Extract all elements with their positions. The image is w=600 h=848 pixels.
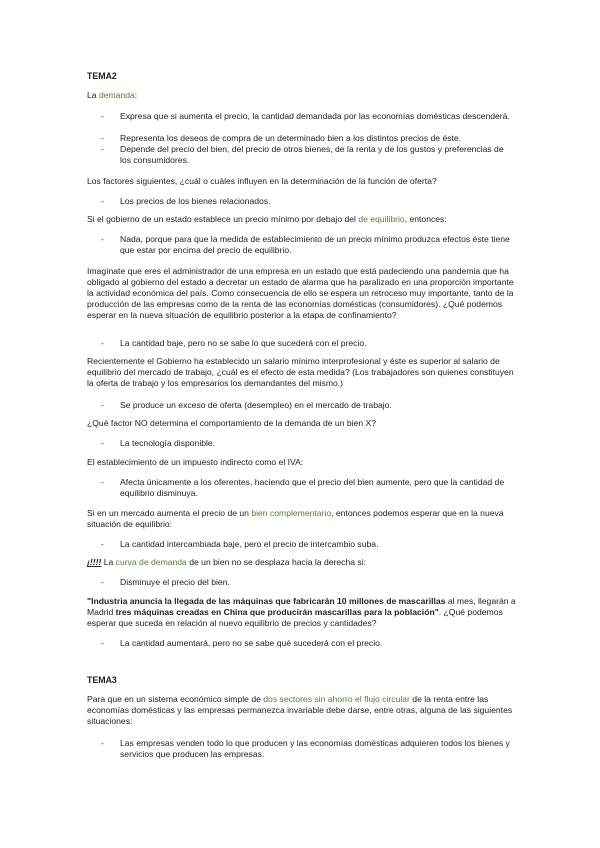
list-item: - Representa los deseos de compra de un determinado bien a los distintos precios de éste. <box>101 133 462 143</box>
list-item: - Los precios de los bienes relacionados. <box>101 196 271 206</box>
question-pandemia: Imagínate que eres el administrador de una empresa en un estado que está padeciendo una pandemia que ha obligado al gobierno del estado a decretar un estado de alarma que ha paralizado en una proporción importante la actividad económica del país. Como consecuencia de ello se espera un retroceso muy importante, tanto de la producción de las empresas como de la renta de las economías domésticas (consumidores). ¿Qué podemos esperar en la nueva situación de equilibrio posterior a la etapa de confinamiento? <box>87 266 514 321</box>
question-flujo-circular: Para que en un sistema económico simple de dos sectores sin ahorro el flujo circular de la renta entre las economías domésticas y las empresas permanezca invariable debe darse, entre otras, alguna de las siguientes situaciones: <box>87 694 513 727</box>
highlight-mark: ¡!!!! <box>87 557 102 567</box>
list-item: - La tecnología disponible. <box>101 438 216 448</box>
term-curva-demanda: curva de demanda <box>115 557 187 567</box>
term-demanda: demanda <box>98 90 135 100</box>
list-item: - La cantidad aumentará, pero no se sabe qué sucederá con el precio. <box>101 638 383 648</box>
list-item: - Nada, porque para que la medida de establecimiento de un precio mínimo produzca efectos éste tiene que estar por encima del precio de equilibrio. <box>101 234 510 256</box>
list-item: - La cantidad baje, pero no se sabe lo que sucederá con el precio. <box>101 338 367 348</box>
list-item: - Depende del precio del bien, del precio de otros bienes, de la renta y de los gustos y preferencias de los consumidores. <box>101 144 504 166</box>
question-demanda: La demanda: <box>87 90 138 100</box>
section-heading-tema3: TEMA3 <box>87 675 117 685</box>
term-equilibrio: de equilibrio <box>358 214 405 224</box>
question-mascarillas: "Industria anuncia la llegada de las máquinas que fabricarán 10 millones de mascarillas al mes, llegarán a Madrid tres máquinas creadas en China que producirán mascarillas para la población". ¿Qué podemos esperar que suceda en relación al nuevo equilibrio de precios y cantidades? <box>87 596 516 629</box>
question-iva: El establecimiento de un impuesto indirecto como el IVA: <box>87 457 304 467</box>
term-bien-complementario: bien complementario <box>251 508 332 518</box>
question-factor: ¿Qué factor NO determina el comportamiento de la demanda de un bien X? <box>87 418 377 428</box>
section-heading-tema2: TEMA2 <box>87 71 117 81</box>
question-complementario: Si en un mercado aumenta el precio de un bien complementario, entonces podemos esperar que en la nueva situación de equilibrio: <box>87 508 504 530</box>
question-oferta: Los factores siguientes, ¿cuál o cuáles influyen en la determinación de la función de oferta? <box>87 176 437 186</box>
list-item: - Afecta únicamente a los oferentes, haciendo que el precio del bien aumente, pero que la cantidad de equilibrio disminuya. <box>101 477 505 499</box>
list-item: - Disminuye el precio del bien. <box>101 577 230 587</box>
question-precio-minimo: Si el gobierno de un estado establece un precio mínimo por debajo del de equilibrio, entonces: <box>87 214 447 224</box>
list-item: - Se produce un exceso de oferta (desempleo) en el mercado de trabajo. <box>101 400 392 410</box>
list-item: - La cantidad intercambiada baje, pero el precio de intercambio suba. <box>101 539 379 549</box>
list-item: - Las empresas venden todo lo que producen y las economías domésticas adquieren todos los bienes y servicios que producen las empresas. <box>101 738 510 760</box>
question-curva-demanda: ¡!!!! La curva de demanda de un bien no se desplaza hacia la derecha si: <box>87 557 367 567</box>
question-salario-minimo: Recientemente el Gobierno ha establecido un salario mínimo interprofesional y éste es superior al salario de equilibrio del mercado de trabajo, ¿cuál es el efecto de esta medida? (Los trabajadores son quienes constituyen la oferta de trabajo y los empresarios los demandantes del mismo.) <box>87 356 514 389</box>
list-item: - Expresa que si aumenta el precio, la cantidad demandada por las economías domésticas descenderá. <box>101 111 510 121</box>
term-flujo-circular: dos sectores sin ahorro el flujo circular <box>263 694 410 704</box>
